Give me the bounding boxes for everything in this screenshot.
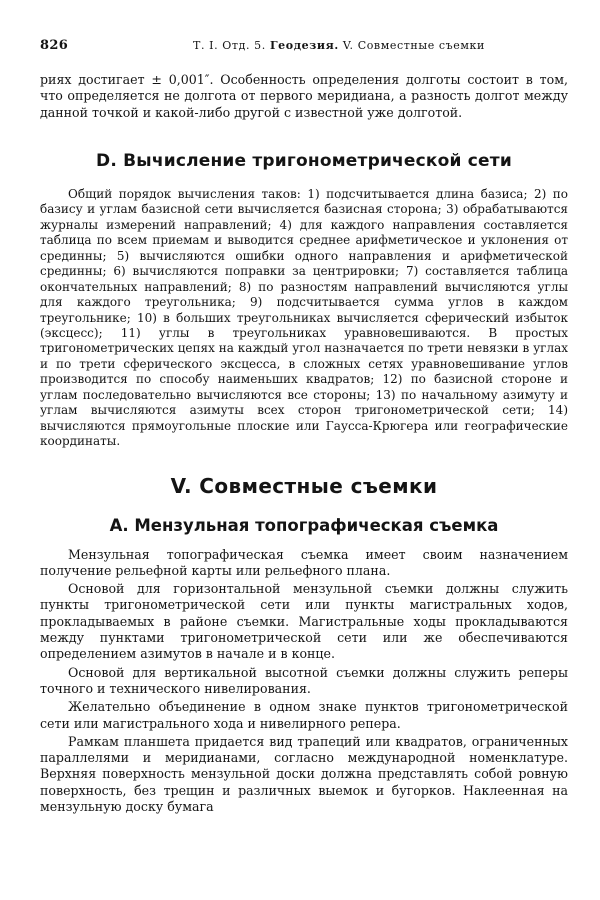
section-a-paragraph: Основой для горизонтальной мензульной съемки должны служить пункты тригонометрической сети или пункты магистральных ходов, прокладываемых в районе съемки. Магистральные ходы прокладываются между пунктами тригонометрической сети или же обеспечиваются определением азимутов в начале и в конце. [40,581,568,662]
section-a-paragraph: Мензульная топографическая съемка имеет своим назначением получение рельефной карты или рельефного плана. [40,546,568,578]
intro-paragraph: риях достигает ± 0,001″. Особенность определения долготы состоит в том, что определяется не долгота от первого меридиана, а разность долгот между данной точкой и какой-либо другой с известной уже долготой. [40,72,568,120]
running-title [110,39,568,52]
section-a-paragraph: Желательно объединение в одном знаке пунктов тригонометрической сети или магистрального хода и нивелирного репера. [40,699,568,731]
section-d-body [40,187,568,450]
section-a-paragraph: Основой для вертикальной высотной съемки должны служить реперы точного и технического нивелирования. [40,664,568,696]
chapter-label: V. Совместные съемки [342,39,485,52]
section-label: Геодезия. [269,39,339,52]
chapter-v-heading: V. Совместные съемки [170,473,438,498]
page-number: 826 [40,38,69,53]
section-a-paragraph: Рамкам планшета придается вид трапеций или квадратов, ограниченных параллелями и меридианами, согласно международной номенклатуре. Верхняя поверхность мензульной доски должна представлять собой ровную поверхность, без трещин и различных выемок и бугорков. Наклеенная на мензульную доску бумага [40,733,568,815]
section-d-heading: D. Вычисление тригонометрической сети [96,150,512,171]
running-header [40,38,568,60]
section-a-body [40,547,568,816]
section-a-heading: А. Мензульная топографическая съемка [109,515,499,535]
volume-label: Т. I. Отд. 5. [193,39,266,52]
section-d-paragraph: Общий порядок вычисления таков: 1) подсчитывается длина базиса; 2) по базису и углам базисной сети вычисляется базисная сторона; 3) обрабатываются журналы измерений направлений; 4) для каждого направления составляется таблица по всем приемам и выводится среднее арифметическое и уклонения от срединны; 5) вычисляются ошибки одного направления и арифметической срединны; 6) вычисляются поправки за центрировки; 7) составляется таблица окончательных направлений; 8) по разностям направлений вычисляются углы для каждого треугольника; 9) подсчитывается сумма углов в каждом треугольнике; 10) в больших треугольниках вычисляется сферический избыток (эксцесс); 11) углы в треугольниках уравновешиваются. В простых тригонометрических цепях на каждый угол назначается по трети невязки в углах и по трети сферического эксцесса, в сложных сетях уравновешивание углов производится по способу наименьших квадратов; 12) по базисной стороне и углам последовательно вычисляются все стороны; 13) по начальному азимуту и углам вычисляются азимуты всех сторон тригонометрической сети; 14) вычисляются прямоугольные плоские или Гаусса-Крюгера или географические координаты. [40,186,568,449]
book-page [40,38,568,815]
